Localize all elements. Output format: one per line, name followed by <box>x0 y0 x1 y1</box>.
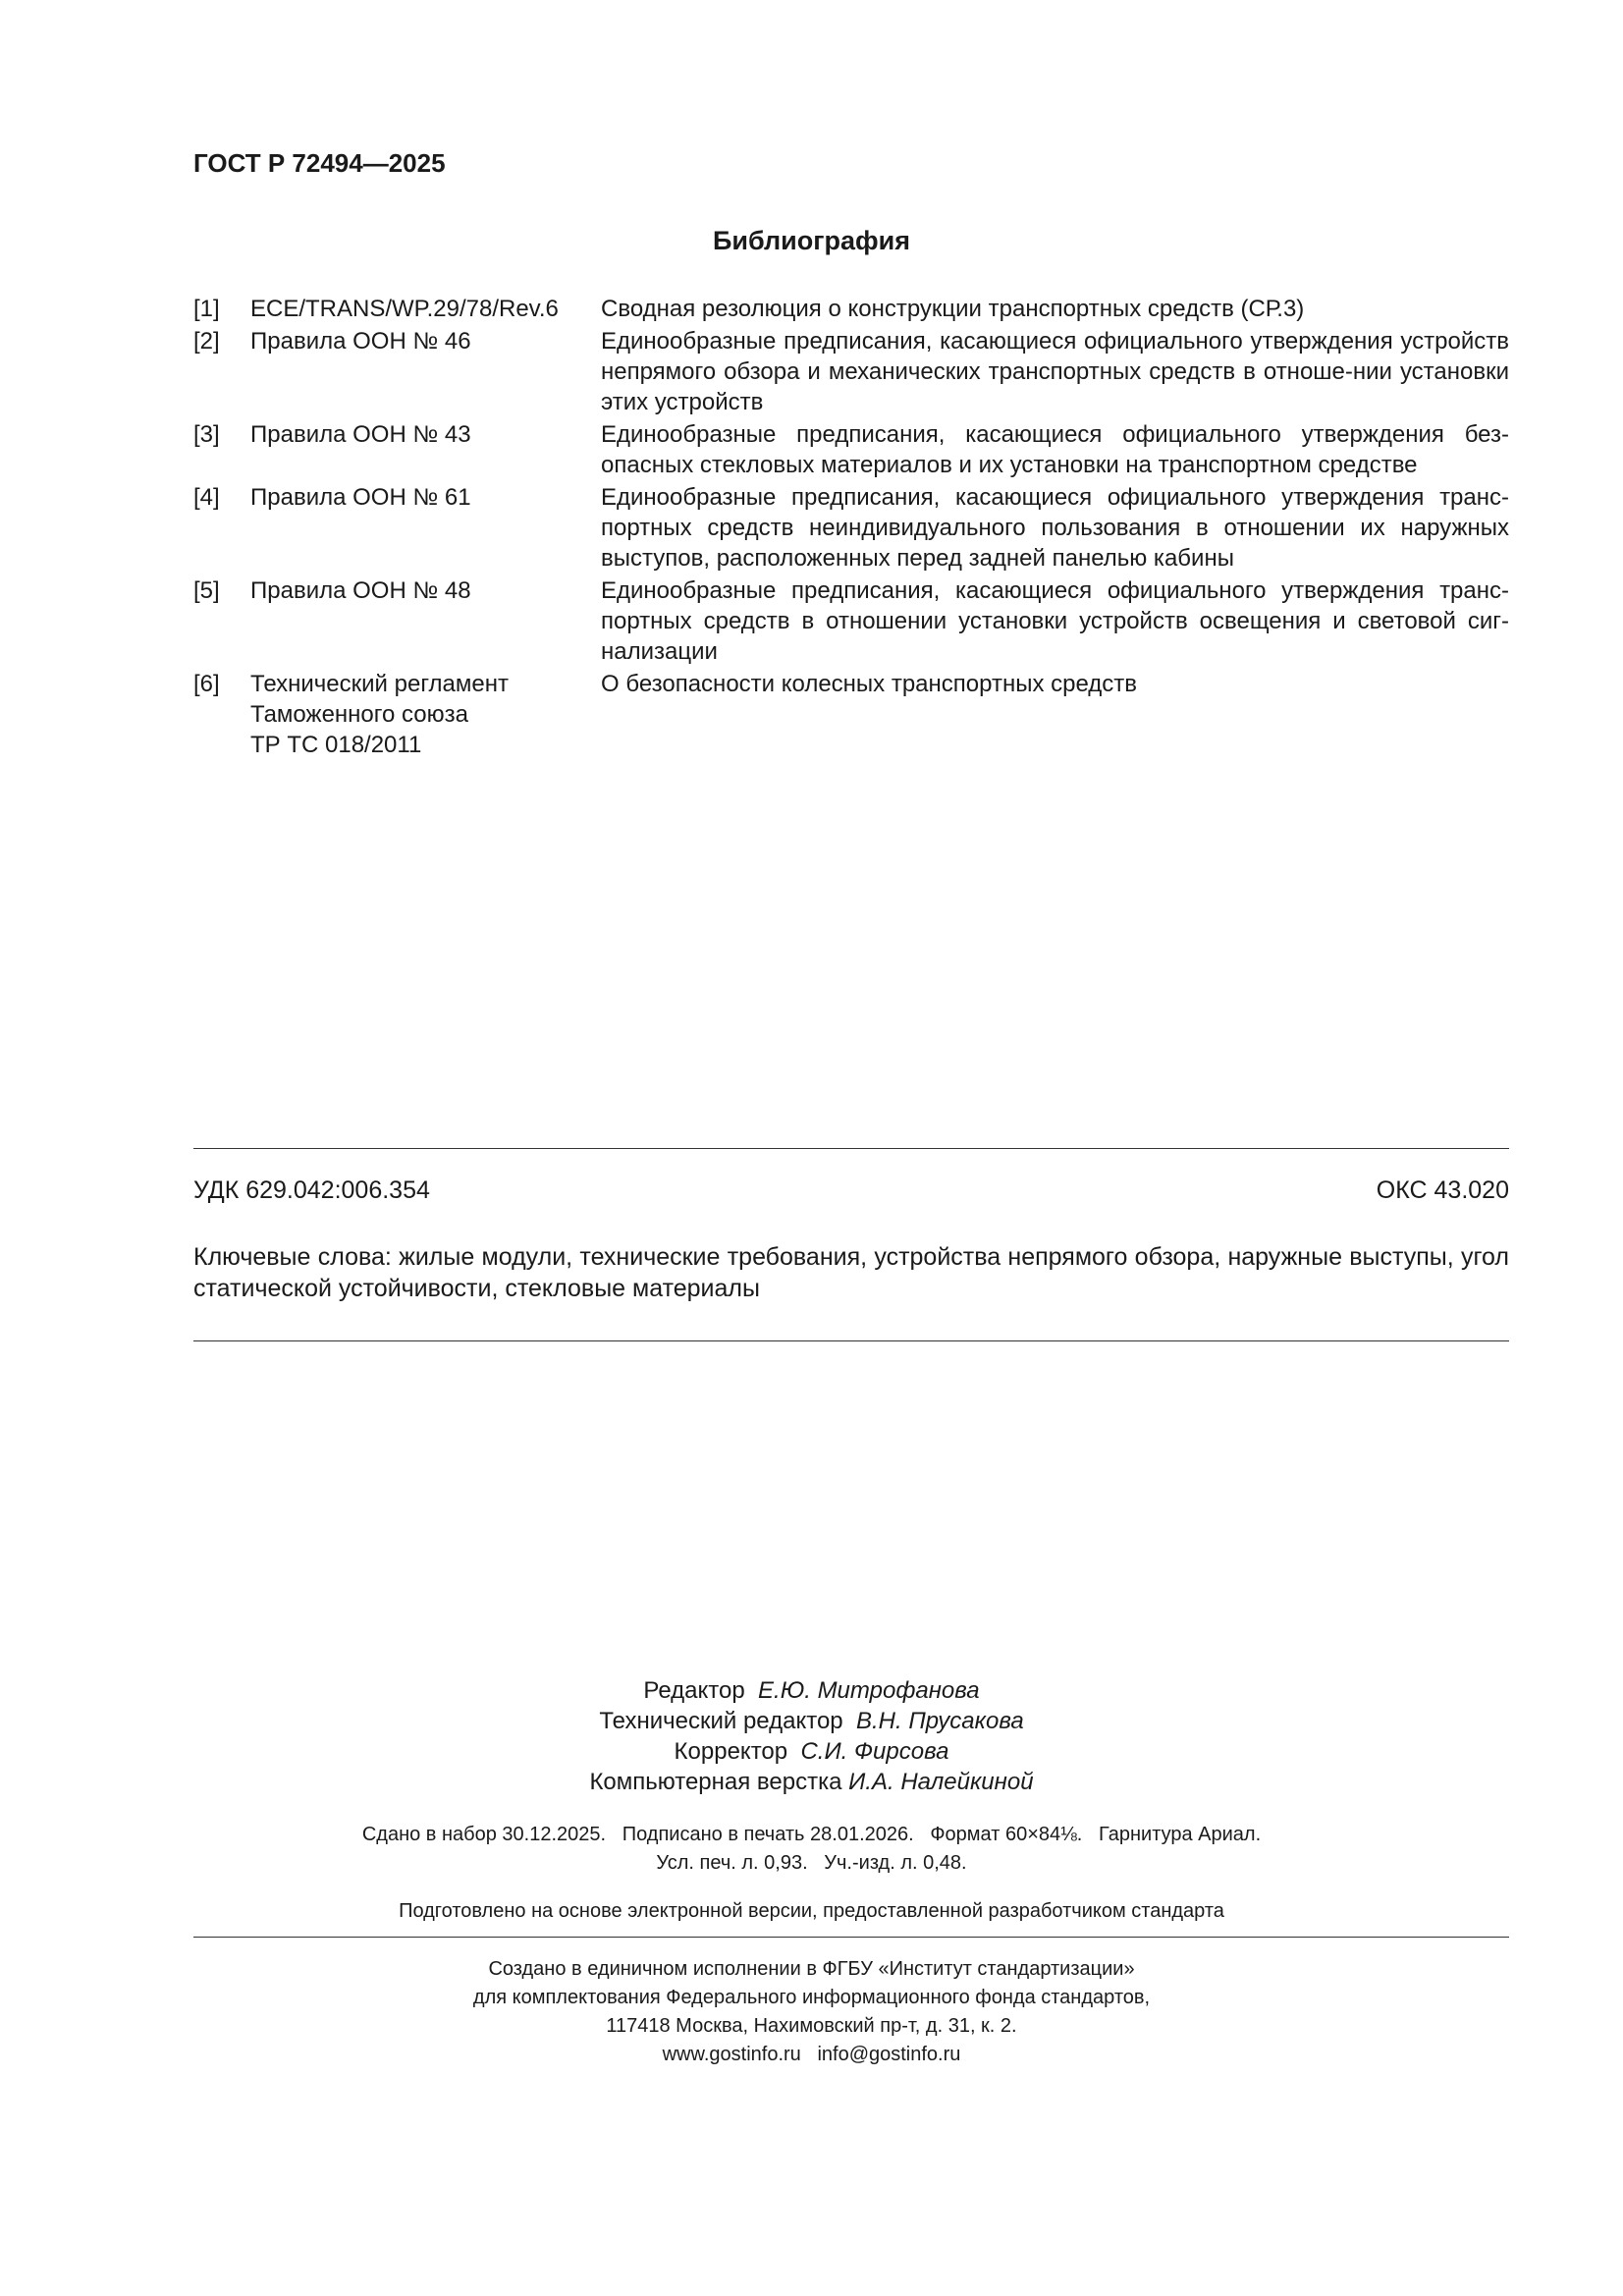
bibliography-item-number: [4] <box>193 484 220 511</box>
document-code: ГОСТ Р 72494—2025 <box>193 148 446 178</box>
bibliography-item-description: Сводная резолюция о конструкции транспортных средств (СР.3) <box>601 296 1305 322</box>
bibliography-item-description: Единообразные предписания, касающиеся официального утверждения транс-портных средств в отношении установки устройств освещения и световой сиг-нализации <box>601 577 1509 665</box>
bibliography-item-number: [6] <box>193 671 220 697</box>
footer-line: www.gostinfo.ru info@gostinfo.ru <box>662 2044 961 2065</box>
bibliography-item-reference: Правила ООН № 43 <box>250 421 471 448</box>
bibliography-item <box>193 575 1509 667</box>
footer-line: 117418 Москва, Нахимовский пр-т, д. 31, к. 2. <box>606 2015 1017 2037</box>
keywords-text: Ключевые слова: жилые модули, технические требования, устройства непрямого обзора, наружные выступы, угол статической устойчивости, стекловые материалы <box>193 1243 1509 1302</box>
credit-name: Е.Ю. Митрофанова <box>758 1677 980 1704</box>
credit-line <box>0 1736 1623 1767</box>
divider-top <box>193 1148 1509 1149</box>
bibliography-item-description: О безопасности колесных транспортных средств <box>601 671 1138 697</box>
bibliography-item-reference: Правила ООН № 46 <box>250 328 471 355</box>
footer-block <box>0 1955 1623 2069</box>
bibliography-item <box>193 294 1509 324</box>
bibliography-title: Библиография <box>713 226 910 255</box>
bibliography-list <box>193 294 1509 762</box>
footer-line: Создано в единичном исполнении в ФГБУ «Институт стандартизации» <box>488 1958 1135 1980</box>
divider-footer <box>193 1937 1509 1938</box>
udk-code: УДК 629.042:006.354 <box>193 1176 430 1204</box>
bibliography-item-number: [3] <box>193 421 220 448</box>
credit-name: И.А. Налейкиной <box>848 1769 1034 1795</box>
credit-name: В.Н. Прусакова <box>856 1708 1024 1734</box>
credit-name: С.И. Фирсова <box>800 1738 949 1765</box>
bibliography-item-description: Единообразные предписания, касающиеся официального утверждения без-опасных стекловых материалов и их установки на транспортном средстве <box>601 421 1509 478</box>
bibliography-item-description: Единообразные предписания, касающиеся официального утверждения транс-портных средств неиндивидуального пользования в отношении их наружных выступов, расположенных перед задней панелью кабины <box>601 484 1509 572</box>
credit-role: Технический редактор <box>599 1708 843 1734</box>
bibliography-item-number: [2] <box>193 328 220 355</box>
publication-info <box>0 1821 1623 1878</box>
credit-line <box>0 1675 1623 1706</box>
bibliography-item-reference: Правила ООН № 48 <box>250 577 471 604</box>
credit-line <box>0 1767 1623 1797</box>
bibliography-item-reference: Правила ООН № 61 <box>250 484 471 511</box>
divider-keywords <box>193 1340 1509 1341</box>
publication-info-line: Усл. печ. л. 0,93. Уч.-изд. л. 0,48. <box>656 1852 967 1874</box>
footer-line: для комплектования Федерального информационного фонда стандартов, <box>472 1987 1151 2008</box>
bibliography-item <box>193 419 1509 480</box>
bibliography-item-number: [5] <box>193 577 220 604</box>
bibliography-item <box>193 669 1509 760</box>
credits-block <box>0 1675 1623 1797</box>
bibliography-item-reference: Технический регламент Таможенного союза ТР ТС 018/2011 <box>250 671 509 758</box>
bibliography-item-description: Единообразные предписания, касающиеся официального утверждения устройств непрямого обзора и механических транспортных средств в отноше-нии установки этих устройств <box>601 328 1509 415</box>
credit-role: Корректор <box>674 1738 788 1765</box>
credit-role: Редактор <box>643 1677 745 1704</box>
publication-info-line: Сдано в набор 30.12.2025. Подписано в печать 28.01.2026. Формат 60×84⅛. Гарнитура Ариал. <box>361 1824 1262 1845</box>
prepared-note: Подготовлено на основе электронной версии, предоставленной разработчиком стандарта <box>399 1900 1224 1922</box>
credit-line <box>0 1706 1623 1736</box>
oks-code: ОКС 43.020 <box>1376 1176 1509 1204</box>
bibliography-item <box>193 482 1509 574</box>
bibliography-item-reference: ECE/TRANS/WP.29/78/Rev.6 <box>250 296 559 322</box>
bibliography-item <box>193 326 1509 417</box>
bibliography-item-number: [1] <box>193 296 220 322</box>
credit-role: Компьютерная верстка <box>589 1769 842 1795</box>
